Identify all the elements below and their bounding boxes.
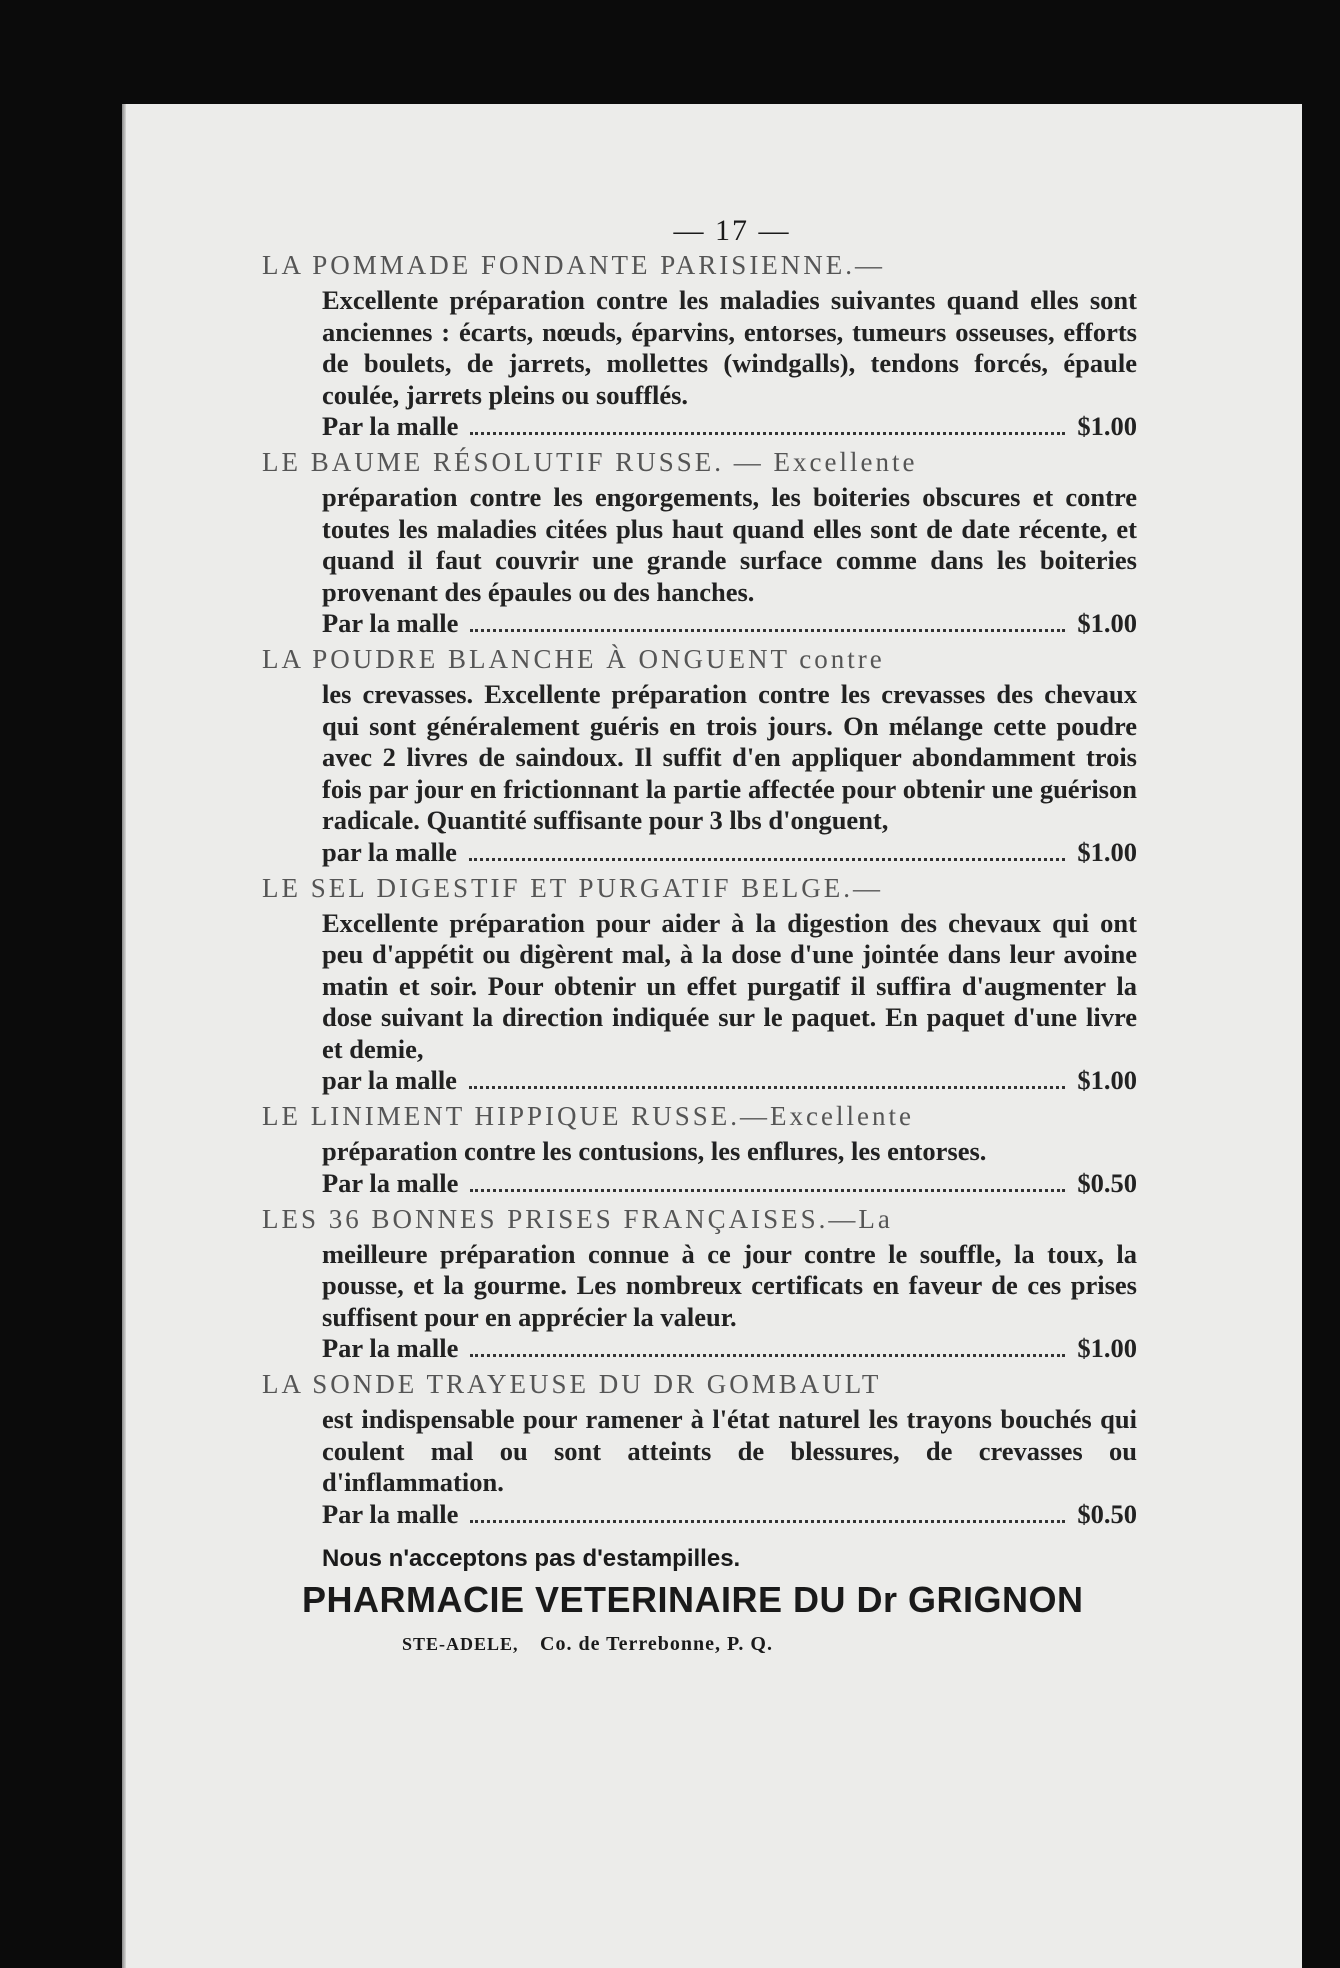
entry-pommade-fondante (262, 250, 1162, 443)
pharmacy-address (402, 1633, 1162, 1656)
page-number: — 17 — (673, 214, 791, 247)
pharmacy-name: PHARMACIE VETERINAIRE DU Dr GRIGNON (302, 1578, 1084, 1620)
leader-dots (470, 1520, 1065, 1523)
entry-baume-resolutif (262, 447, 1162, 640)
footer-note: Nous n'acceptons pas d'estampilles. (322, 1544, 741, 1572)
entry-body: Excellente préparation pour aider à la digestion des chevaux qui ont peu d'appétit ou digèrent mal, à la dose d'une jointée dans leur avoine matin et soir. Pour obtenir un effet purgatif il suffira d'augmenter la dose suivant la direction indiquée sur le paquet. En paquet d'une livre et demie, (322, 907, 1137, 1064)
price-value: $1.00 (1077, 411, 1137, 441)
entry-body: les crevasses. Excellente préparation contre les crevasses des chevaux qui sont généralement guéris en trois jours. On mélange cette poudre avec 2 livres de saindoux. Il suffit d'en appliquer abondamment trois fois par jour en frictionnant la partie affectée pour obtenir une guérison radicale. Quantité suffisante pour 3 lbs d'onguent, (322, 679, 1137, 835)
price-line (322, 837, 1137, 869)
address-town: STE-ADELE, (402, 1633, 519, 1654)
price-line (322, 411, 1137, 443)
address-region: Co. de Terrebonne, P. Q. (540, 1632, 773, 1655)
entry-sel-digestif (262, 873, 1162, 1098)
entry-body: préparation contre les engorgements, les boiteries obscures et contre toutes les maladies citées plus haut quand elles sont de date récente, et quand il faut couvrir une grande surface comme dans les boiteries provenant des épaules ou des hanches. (322, 482, 1137, 607)
page-fold-edge (122, 104, 126, 1968)
entry-sonde-trayeuse (262, 1369, 1162, 1531)
leader-dots (469, 1086, 1065, 1089)
document-page (122, 104, 1302, 1968)
price-value: $1.00 (1077, 608, 1137, 638)
entry-title: LE SEL DIGESTIF ET PURGATIF BELGE.— (262, 872, 883, 903)
price-label: Par la malle (322, 1498, 459, 1529)
price-label: Par la malle (322, 1333, 459, 1363)
price-label: Par la malle (322, 1167, 459, 1198)
entry-title: LE BAUME RÉSOLUTIF RUSSE. — Excellente (262, 447, 918, 477)
entry-body: Excellente préparation contre les maladies suivantes quand elles sont anciennes : écarts, nœuds, éparvins, entorses, tumeurs osseuses, efforts de boulets, de jarrets, mollettes (windgalls), tendons forcés, épaule coulée, jarrets pleins ou soufflés. (322, 285, 1137, 410)
page-content (262, 214, 1162, 1656)
price-label: par la malle (322, 836, 457, 867)
entry-title: LES 36 BONNES PRISES FRANÇAISES.—La (262, 1203, 893, 1234)
price-label: Par la malle (322, 608, 459, 638)
price-value: $1.00 (1077, 1065, 1137, 1095)
price-line (322, 1065, 1137, 1097)
entry-bonnes-prises (262, 1204, 1162, 1366)
leader-dots (470, 629, 1065, 632)
price-value: $0.50 (1077, 1498, 1137, 1529)
entry-body: préparation contre les contusions, les enflures, les entorses. (322, 1136, 987, 1166)
price-line (322, 1499, 1137, 1531)
leader-dots (470, 432, 1065, 435)
entry-body: est indispensable pour ramener à l'état naturel les trayons bouchés qui coulent mal ou sont atteints de blessures, de crevasses ou d'inflammation. (322, 1404, 1137, 1497)
entry-liniment-hippique (262, 1101, 1162, 1200)
entry-body: meilleure préparation connue à ce jour contre le souffle, la toux, la pousse, et la gourme. Les nombreux certificats en faveur de ces prises suffisent pour en apprécier la valeur. (322, 1238, 1137, 1332)
price-value: $1.00 (1077, 1333, 1137, 1363)
price-line (322, 1333, 1137, 1365)
price-label: Par la malle (322, 411, 459, 441)
entry-title: LA POMMADE FONDANTE PARISIENNE.— (262, 250, 886, 280)
entry-title: LE LINIMENT HIPPIQUE RUSSE.—Excellente (262, 1101, 914, 1131)
price-line (322, 608, 1137, 640)
price-value: $1.00 (1077, 836, 1137, 867)
entry-title: LA SONDE TRAYEUSE DU DR GOMBAULT (262, 1369, 882, 1399)
entry-title: LA POUDRE BLANCHE À ONGUENT contre (262, 644, 885, 674)
leader-dots (469, 858, 1065, 861)
price-line (322, 1168, 1137, 1200)
entry-poudre-blanche (262, 644, 1162, 869)
price-label: par la malle (322, 1065, 457, 1095)
leader-dots (470, 1189, 1065, 1192)
price-value: $0.50 (1077, 1167, 1137, 1198)
leader-dots (470, 1354, 1065, 1357)
